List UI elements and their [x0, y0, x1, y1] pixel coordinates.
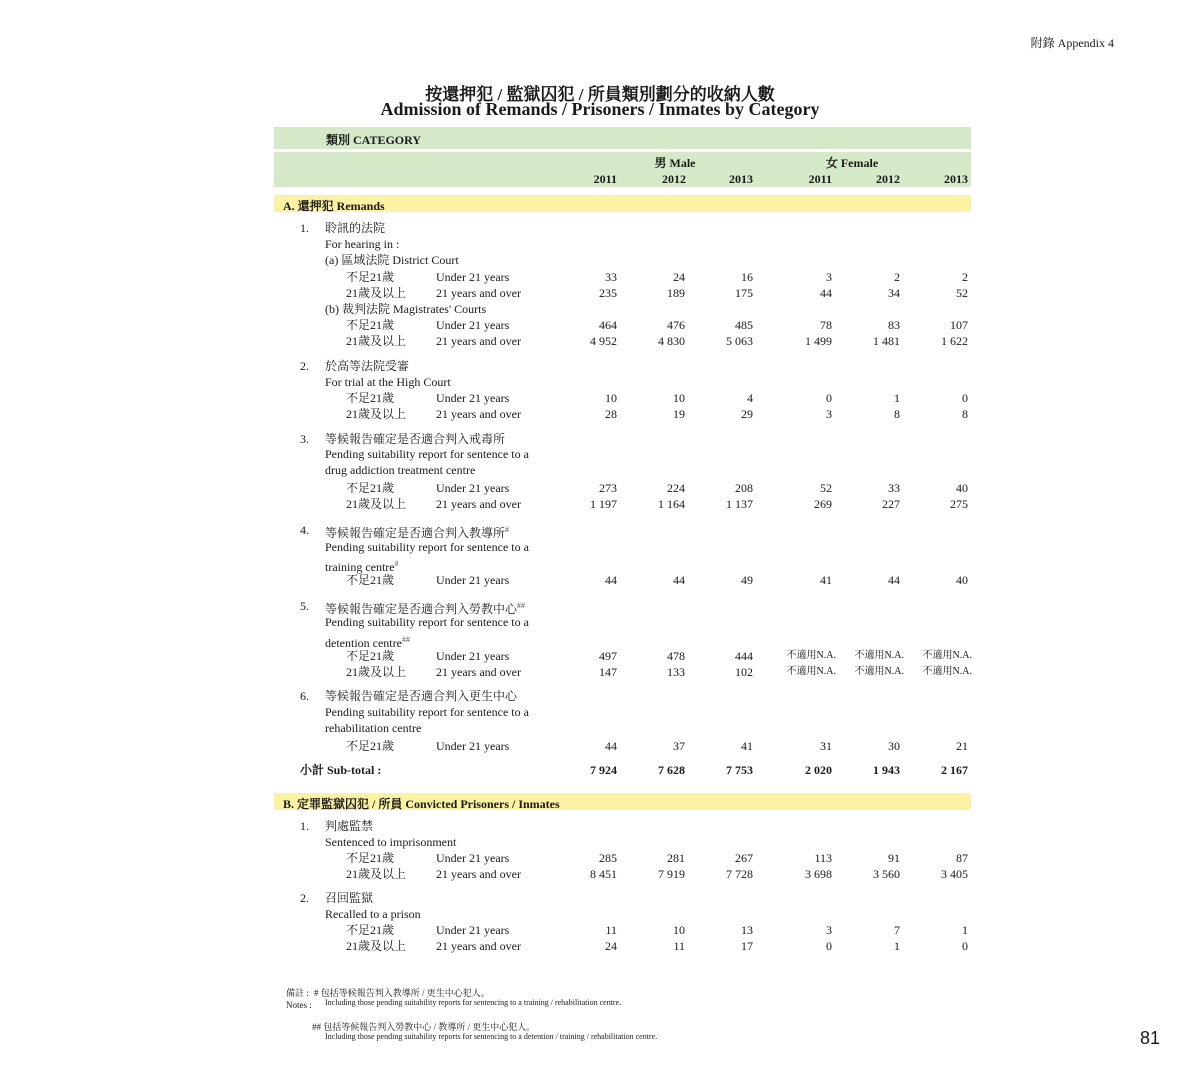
item-number: 3. — [300, 432, 309, 446]
cell-value: 34 — [888, 286, 900, 300]
age-label-en: 21 years and over — [436, 497, 521, 511]
age-label-cn: 21歲及以上 — [346, 407, 407, 421]
age-label-en: Under 21 years — [436, 739, 510, 753]
cell-value: 41 — [741, 739, 753, 753]
age-label-en: 21 years and over — [436, 665, 521, 679]
cell-value: 444 — [735, 649, 753, 663]
cell-value-na: 不適用N.A. — [922, 650, 972, 661]
cell-value: 49 — [741, 573, 753, 587]
footnote-mark: ## — [401, 635, 410, 644]
notes-label-cn: 備註 : — [286, 988, 309, 998]
cell-value: 3 — [826, 923, 832, 937]
table-row — [0, 390, 1200, 406]
cell-value: 0 — [962, 939, 968, 953]
page-number: 81 — [1139, 1028, 1160, 1048]
age-label-en: 21 years and over — [436, 407, 521, 421]
sub-item-title: (a) 區域法院 District Court — [325, 253, 459, 267]
cell-value-na: 不適用N.A. — [854, 650, 904, 661]
item-title-cn: 等候報告確定是否適合判入勞教中心 — [325, 602, 518, 616]
cell-value: 464 — [599, 318, 617, 332]
footnote-mark: # — [505, 525, 510, 534]
age-label-cn: 不足21歲 — [346, 851, 395, 865]
age-label-cn: 不足21歲 — [346, 270, 395, 284]
cell-value: 44 — [605, 739, 617, 753]
a5-heading-cn — [0, 598, 1200, 614]
cell-value: 2 — [962, 270, 968, 284]
male-header: 男 Male — [654, 156, 696, 170]
subtotal-row — [0, 762, 1200, 778]
a2-heading-cn — [0, 358, 1200, 374]
table-row — [0, 850, 1200, 866]
cell-value: 478 — [667, 649, 685, 663]
footnote-mark: # — [394, 559, 399, 568]
cell-value: 2 167 — [941, 763, 968, 777]
cell-value: 1 197 — [590, 497, 617, 511]
female-header: 女 Female — [825, 156, 879, 170]
cell-value: 1 164 — [658, 497, 685, 511]
cell-value: 4 830 — [658, 334, 685, 348]
cell-value: 4 — [747, 391, 753, 405]
item-title-cn: 聆訊的法院 — [325, 221, 386, 235]
cell-value: 10 — [673, 391, 685, 405]
cell-value: 78 — [820, 318, 832, 332]
cell-value: 44 — [888, 573, 900, 587]
footnote-mark: ## — [517, 601, 526, 610]
cell-value: 7 919 — [658, 867, 685, 881]
cell-value: 13 — [741, 923, 753, 937]
note-2-en: Including those pending suitability reports for sentencing to a detention / training / rehabilitation centre. — [325, 1032, 658, 1041]
item-title-cn: 召回監獄 — [325, 891, 374, 905]
cell-value: 8 451 — [590, 867, 617, 881]
sub-item-title: (b) 裁判法院 Magistrates' Courts — [325, 302, 487, 316]
item-title-en: For hearing in : — [325, 237, 400, 251]
item-title-cn: 等候報告確定是否適合判入教導所 — [325, 526, 506, 540]
table-row — [0, 480, 1200, 496]
a6-heading-en-2 — [0, 720, 1200, 736]
item-number: 1. — [300, 819, 309, 833]
note-1-en: Including those pending suitability reports for sentencing to a training / rehabilitation centre. — [325, 998, 622, 1007]
cell-value: 102 — [735, 665, 753, 679]
item-title-en: Pending suitability report for sentence to a — [325, 615, 529, 629]
table-row — [0, 496, 1200, 512]
cell-value: 10 — [605, 391, 617, 405]
age-label-en: 21 years and over — [436, 334, 521, 348]
a6-heading-cn — [0, 688, 1200, 704]
cell-value: 91 — [888, 851, 900, 865]
a4-heading-en-1 — [0, 539, 1200, 555]
item-title-en: Pending suitability report for sentence to a — [325, 705, 529, 719]
age-label-en: 21 years and over — [436, 939, 521, 953]
year-header-female-2013: 2013 — [944, 172, 968, 186]
cell-value: 8 — [894, 407, 900, 421]
item-title-cn: 等候報告確定是否適合判入更生中心 — [325, 689, 518, 703]
note-2-cn: ## 包括等候報告判入勞教中心 / 教導所 / 更生中心犯人。 — [312, 1022, 536, 1032]
year-header-male-2011: 2011 — [593, 172, 617, 186]
a3-heading-en-2 — [0, 462, 1200, 478]
item-title-cn: 於高等法院受審 — [325, 359, 410, 373]
section-a-label: A. 還押犯 Remands — [283, 199, 385, 213]
cell-value: 44 — [673, 573, 685, 587]
table-row — [0, 938, 1200, 954]
age-label-en: 21 years and over — [436, 286, 521, 300]
cell-value: 44 — [820, 286, 832, 300]
cell-value: 224 — [667, 481, 685, 495]
age-label-en: Under 21 years — [436, 481, 510, 495]
age-label-cn: 21歲及以上 — [346, 867, 407, 881]
cell-value: 0 — [826, 939, 832, 953]
cell-value: 1 137 — [726, 497, 753, 511]
cell-value: 275 — [950, 497, 968, 511]
item-number: 6. — [300, 689, 309, 703]
table-row — [0, 317, 1200, 333]
cell-value: 3 560 — [873, 867, 900, 881]
cell-value: 40 — [956, 573, 968, 587]
age-label-cn: 21歲及以上 — [346, 334, 407, 348]
a2-heading-en — [0, 374, 1200, 390]
cell-value: 52 — [956, 286, 968, 300]
section-b-label: B. 定罪監獄囚犯 / 所員 Convicted Prisoners / Inmates — [283, 797, 560, 811]
table-row — [0, 333, 1200, 349]
cell-value: 83 — [888, 318, 900, 332]
cell-value: 7 628 — [658, 763, 685, 777]
cell-value: 28 — [605, 407, 617, 421]
cell-value: 7 — [894, 923, 900, 937]
cell-value: 269 — [814, 497, 832, 511]
page-title-chinese: 按還押犯 / 監獄囚犯 / 所員類別劃分的收納人數 — [425, 85, 775, 104]
cell-value: 227 — [882, 497, 900, 511]
table-row — [0, 285, 1200, 301]
age-label-en: Under 21 years — [436, 851, 510, 865]
cell-value: 33 — [888, 481, 900, 495]
cell-value: 1 — [894, 939, 900, 953]
cell-value: 281 — [667, 851, 685, 865]
age-label-en: 21 years and over — [436, 867, 521, 881]
item-title-en: Recalled to a prison — [325, 907, 421, 921]
cell-value: 41 — [820, 573, 832, 587]
age-label-cn: 不足21歲 — [346, 481, 395, 495]
age-label-cn: 不足21歲 — [346, 649, 395, 663]
cell-value: 40 — [956, 481, 968, 495]
age-label-cn: 21歲及以上 — [346, 497, 407, 511]
age-label-cn: 21歲及以上 — [346, 939, 407, 953]
age-label-en: Under 21 years — [436, 391, 510, 405]
table-row — [0, 648, 1200, 664]
cell-value: 107 — [950, 318, 968, 332]
cell-value: 21 — [956, 739, 968, 753]
cell-value: 2 020 — [805, 763, 832, 777]
cell-value-na: 不適用N.A. — [854, 666, 904, 677]
cell-value: 8 — [962, 407, 968, 421]
section-b-band — [274, 793, 971, 810]
cell-value: 2 — [894, 270, 900, 284]
item-title-en: Sentenced to imprisonment — [325, 835, 457, 849]
cell-value: 3 — [826, 270, 832, 284]
cell-value: 273 — [599, 481, 617, 495]
age-label-cn: 不足21歲 — [346, 923, 395, 937]
b1-heading-cn — [0, 818, 1200, 834]
cell-value: 1 — [962, 923, 968, 937]
age-label-cn: 21歲及以上 — [346, 286, 407, 300]
cell-value: 24 — [673, 270, 685, 284]
item-title-en: For trial at the High Court — [325, 375, 451, 389]
note-1-cn: # 包括等候報告判入教導所 / 更生中心犯人。 — [314, 988, 490, 998]
cell-value: 0 — [962, 391, 968, 405]
age-label-cn: 不足21歲 — [346, 739, 395, 753]
cell-value: 17 — [741, 939, 753, 953]
cell-value: 476 — [667, 318, 685, 332]
item-title-en: Pending suitability report for sentence to a — [325, 540, 529, 554]
age-label-en: Under 21 years — [436, 573, 510, 587]
item-number: 4. — [300, 523, 309, 537]
note-1-en-line — [0, 998, 1200, 1010]
cell-value: 1 — [894, 391, 900, 405]
table-row — [0, 866, 1200, 882]
cell-value-na: 不適用N.A. — [922, 666, 972, 677]
cell-value: 175 — [735, 286, 753, 300]
year-header-female-2012: 2012 — [876, 172, 900, 186]
cell-value: 7 924 — [590, 763, 617, 777]
a1-sub-a-heading — [0, 252, 1200, 268]
a1-sub-b-heading — [0, 301, 1200, 317]
item-title-cn: 判處監禁 — [325, 819, 374, 833]
cell-value: 44 — [605, 573, 617, 587]
appendix-label: 附錄 Appendix 4 — [1030, 36, 1114, 50]
age-label-cn: 不足21歲 — [346, 573, 395, 587]
cell-value: 10 — [673, 923, 685, 937]
b2-heading-en — [0, 906, 1200, 922]
age-label-en: Under 21 years — [436, 318, 510, 332]
a5-heading-en-1 — [0, 614, 1200, 630]
cell-value: 189 — [667, 286, 685, 300]
table-row — [0, 572, 1200, 588]
item-title-en: training centre — [325, 560, 395, 574]
cell-value: 497 — [599, 649, 617, 663]
cell-value: 30 — [888, 739, 900, 753]
cell-value: 3 405 — [941, 867, 968, 881]
cell-value: 7 728 — [726, 867, 753, 881]
b2-heading-cn — [0, 890, 1200, 906]
cell-value-na: 不適用N.A. — [786, 666, 836, 677]
page-title-english: Admission of Remands / Prisoners / Inmates by Category — [380, 99, 820, 119]
table-row — [0, 738, 1200, 754]
cell-value: 3 — [826, 407, 832, 421]
item-title-en: rehabilitation centre — [325, 721, 422, 735]
cell-value: 1 499 — [805, 334, 832, 348]
subtotal-label: 小計 Sub-total : — [300, 763, 382, 777]
item-number: 2. — [300, 359, 309, 373]
year-header-male-2013: 2013 — [729, 172, 753, 186]
cell-value: 19 — [673, 407, 685, 421]
cell-value: 235 — [599, 286, 617, 300]
table-row — [0, 664, 1200, 680]
cell-value: 285 — [599, 851, 617, 865]
cell-value: 33 — [605, 270, 617, 284]
cell-value: 37 — [673, 739, 685, 753]
cell-value: 11 — [605, 923, 617, 937]
age-label-cn: 不足21歲 — [346, 391, 395, 405]
cell-value: 87 — [956, 851, 968, 865]
table-row — [0, 406, 1200, 422]
a3-heading-en-1 — [0, 446, 1200, 462]
a3-heading-cn — [0, 431, 1200, 447]
cell-value: 7 753 — [726, 763, 753, 777]
cell-value-na: 不適用N.A. — [786, 650, 836, 661]
cell-value: 1 481 — [873, 334, 900, 348]
table-row — [0, 269, 1200, 285]
cell-value: 485 — [735, 318, 753, 332]
cell-value: 31 — [820, 739, 832, 753]
item-number: 1. — [300, 221, 309, 235]
year-header-male-2012: 2012 — [662, 172, 686, 186]
cell-value: 133 — [667, 665, 685, 679]
cell-value: 5 063 — [726, 334, 753, 348]
cell-value: 24 — [605, 939, 617, 953]
year-header-female-2011: 2011 — [808, 172, 832, 186]
cell-value: 3 698 — [805, 867, 832, 881]
cell-value: 16 — [741, 270, 753, 284]
item-title-cn: 等候報告確定是否適合判入戒毒所 — [325, 432, 506, 446]
cell-value: 1 622 — [941, 334, 968, 348]
cell-value: 147 — [599, 665, 617, 679]
age-label-cn: 不足21歲 — [346, 318, 395, 332]
cell-value: 52 — [820, 481, 832, 495]
age-label-en: Under 21 years — [436, 923, 510, 937]
cell-value: 0 — [826, 391, 832, 405]
a5-heading-en-2 — [0, 632, 1200, 648]
item-number: 2. — [300, 891, 309, 905]
a4-heading-en-2 — [0, 556, 1200, 572]
cell-value: 208 — [735, 481, 753, 495]
a1-heading-cn — [0, 220, 1200, 236]
item-title-en: Pending suitability report for sentence to a — [325, 447, 529, 461]
section-a-band — [274, 195, 971, 212]
age-label-cn: 21歲及以上 — [346, 665, 407, 679]
item-title-en: drug addiction treatment centre — [325, 463, 476, 477]
age-label-en: Under 21 years — [436, 270, 510, 284]
table-row — [0, 922, 1200, 938]
cell-value: 11 — [673, 939, 685, 953]
item-title-en: detention centre — [325, 636, 402, 650]
a6-heading-en-1 — [0, 704, 1200, 720]
item-number: 5. — [300, 599, 309, 613]
cell-value: 267 — [735, 851, 753, 865]
a1-heading-en — [0, 236, 1200, 252]
notes-label-en: Notes : — [286, 1000, 312, 1010]
category-header-band — [274, 127, 971, 149]
cell-value: 29 — [741, 407, 753, 421]
cell-value: 1 943 — [873, 763, 900, 777]
cell-value: 4 952 — [590, 334, 617, 348]
category-label: 類別 CATEGORY — [326, 133, 422, 147]
cell-value: 113 — [814, 851, 832, 865]
age-label-en: Under 21 years — [436, 649, 510, 663]
b1-heading-en — [0, 834, 1200, 850]
a4-heading-cn — [0, 522, 1200, 538]
